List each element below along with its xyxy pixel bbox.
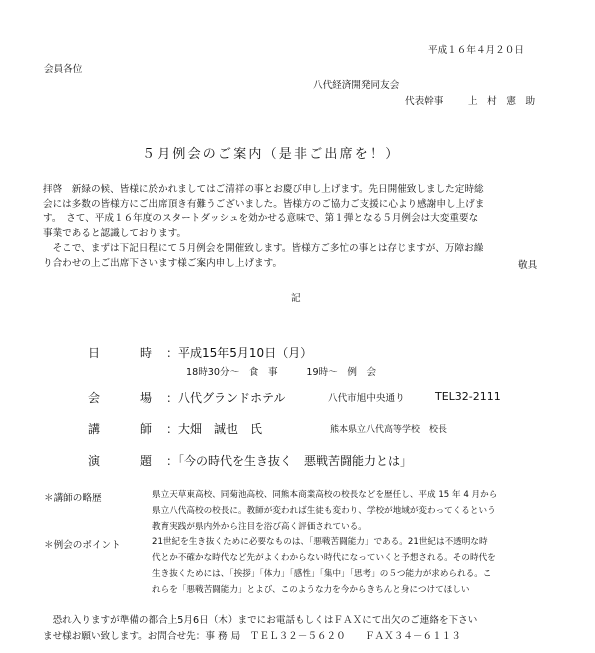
event-date-value: ：平成15年5月10日（月） <box>166 346 313 360</box>
sender-name: 上 村 憲 助 <box>468 96 536 107</box>
event-speaker <box>88 420 262 437</box>
sender-title: 代表幹事 <box>405 96 444 107</box>
ki-marker: 記 <box>291 293 301 304</box>
event-speaker-label: 講 師 <box>88 422 167 436</box>
document-date: 平成１６年４月２０日 <box>428 45 524 56</box>
footer-line-2: ませ様お願い致します。お問合せ先：事 務 局 ＴＥＬ３２－５６２０ ＦＡＸ３４－６１１３ <box>43 631 461 642</box>
note-label-speaker-bio: ＊講師の略歴 <box>44 493 102 504</box>
event-time: 18時30分～ 食 事 19時～ 例 会 <box>186 367 377 378</box>
event-date <box>88 344 312 361</box>
venue-address: 八代市旭中央通り <box>328 393 405 404</box>
note-text-meeting-point: 21世紀を生き抜くために必要なものは、「悪戦苦闘能力」である。21世紀は不透明な時 代とか不確かな時代など先がよくわからない時代になっていくと予想される。その時代を 生き抜くためには、「挨拶」「体力」「感性」「集中」「思考」の５つ能力が求められる。こ れらを「悪戦苦闘能力」とよび、このような力を今からきちんと身につけてほしい <box>152 537 496 595</box>
body-paragraph-2: そこで、まずは下記日程にて５月例会を開催致します。皆様方ご多忙の事とは存じますが、万障お繰 り合わせの上ご出席下さいます様ご案内申し上げます。 <box>43 243 484 269</box>
event-venue-label: 会 場 <box>88 391 167 405</box>
event-date-label: 日 時 <box>88 346 167 360</box>
note-text-speaker-bio: 県立天草東高校、同菊池高校、同熊本商業高校の校長などを歴任し、平成 15 年 4 月から 県立八代高校の校長に。教師が変われば生徒も変わり、学校が地域が変わってくるという 教育実践が県内外から注目を浴び高く評価されている。 <box>152 490 498 532</box>
sender-organization: 八代経済開発同友会 <box>313 80 400 91</box>
event-venue <box>88 389 285 406</box>
footer-line-1: 恐れ入りますが準備の都合上5月6日（木）までにお電話もしくはＦＡＸにて出欠のご連絡を下さい <box>43 615 478 626</box>
addressee: 会員各位 <box>44 64 83 75</box>
page-title: ５月例会のご案内（是非ご出席を！） <box>142 147 401 162</box>
event-topic-label: 演 題 <box>88 454 167 468</box>
event-venue-value: ：八代グランドホテル <box>166 391 286 405</box>
event-topic <box>88 452 412 469</box>
note-label-meeting-point: ＊例会のポイント <box>44 540 121 551</box>
venue-tel: TEL32-2111 <box>435 390 501 403</box>
speaker-affiliation: 熊本県立八代高等学校 校長 <box>330 425 448 435</box>
event-speaker-value: ：大畑 誠也 氏 <box>166 422 263 436</box>
body-paragraph-1: 拝啓 新緑の候、皆様に於かれましてはご清祥の事とお慶び申し上げます。先日開催致しました定時総 会には多数の皆様方にご出席頂き有難うございました。皆様方のご協力ご支援に心より感謝申し上げま す。 さて、平成１６年度のスタートダッシュを効かせる意味で、第１弾となる５月例会は大変重要な 事業であると認識しております。 <box>43 184 485 239</box>
closing-remark: 敬具 <box>518 260 538 271</box>
event-topic-value: ：「今の時代を生き抜く 悪戦苦闘能力とは」 <box>166 454 413 468</box>
